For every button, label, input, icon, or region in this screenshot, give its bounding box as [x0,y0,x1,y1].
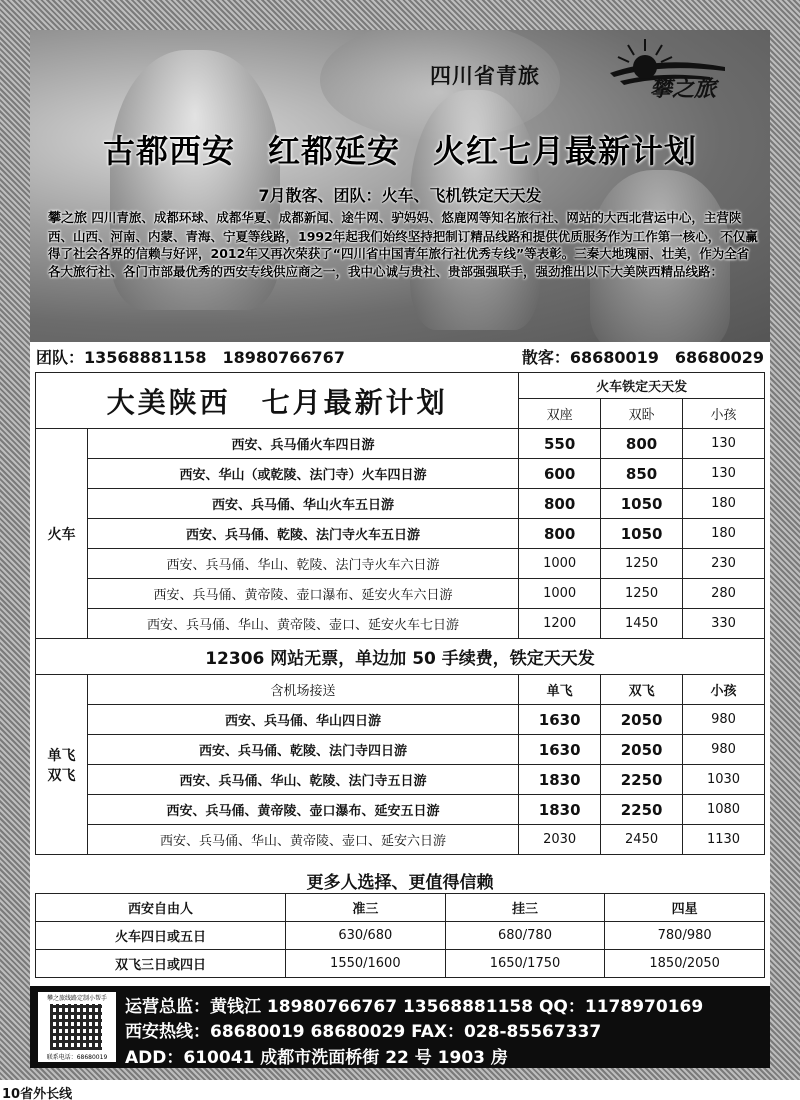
price-cell: 180 [683,489,765,519]
free-traveler-table [35,893,765,978]
team-phones: 团队：13568881158 18980766767 [36,347,345,367]
price-cell: 630/680 [286,922,446,950]
contact-footer [30,986,770,1068]
col-header: 单飞 [519,675,601,705]
price-cell: 1630 [519,705,601,735]
intro-body: 四川青旅、成都环球、成都华夏、成都新闻、途牛网、驴妈妈、悠鹿网等知名旅行社、网站的大西北营运中心，主营陕西、山西、河南、内蒙、青海、宁夏等线路，1992年起我们始终坚持把制订精品线路和提供优质服务作为工作第一核心，不仅赢得了社会各界的信赖与好评，2012年又再次荣获了“四川省中国青年旅行社优秀专线”等表彰。三秦大地瑰丽、壮美，作为全省各大旅行社、各门市部最优秀的西安专线供应商之一，我中心诚与贵社、贵部强强联手，强劲推出以下 [48,210,758,279]
price-cell: 680/780 [445,922,605,950]
price-cell: 1050 [601,489,683,519]
price-cell: 1050 [601,519,683,549]
price-cell: 2450 [601,825,683,855]
price-cell: 780/980 [605,922,765,950]
flight-route-header: 含机场接送 [87,675,518,705]
route-name: 西安、兵马俑、黄帝陵、壶口瀑布、延安五日游 [87,795,518,825]
route-name: 西安、兵马俑、华山、黄帝陵、壶口、延安火车七日游 [87,609,518,639]
qr-code-icon [50,1004,102,1050]
route-name: 西安、兵马俑、华山、乾陵、法门寺五日游 [87,765,518,795]
price-cell: 1130 [683,825,765,855]
col-header: 四星 [605,894,765,922]
route-name: 西安、兵马俑、华山四日游 [87,705,518,735]
qr-caption: 攀之旅线路定制小帮手 [46,995,107,1002]
route-name: 西安、兵马俑、华山火车五日游 [87,489,518,519]
price-cell: 980 [683,705,765,735]
director-contact: 运营总监：黄钱江 18980766767 13568881158 QQ：1178970169 [125,997,704,1017]
logo-text: 攀之旅 [650,76,717,102]
mode-label-flight: 单飞 双飞 [36,675,88,855]
intro-tail: 大美陕西精品线路： [610,263,724,279]
col-header: 双飞 [601,675,683,705]
price-cell: 2050 [601,705,683,735]
address: ADD：610041 成都市洗面桥街 22 号 1903 房 [125,1048,508,1068]
mode-label-train: 火车 [36,429,88,639]
route-name: 西安、兵马俑火车四日游 [87,429,518,459]
col-header: 双卧 [601,399,683,429]
price-cell: 280 [683,579,765,609]
headline: 古都西安 红都延安 火红七月最新计划 [102,132,697,170]
price-cell: 2250 [601,795,683,825]
price-cell: 1000 [519,579,601,609]
col-header: 挂三 [445,894,605,922]
price-cell: 600 [519,459,601,489]
price-cell: 180 [683,519,765,549]
price-cell: 130 [683,429,765,459]
subheadline: 7月散客、团队：火车、飞机铁定天天发 [258,186,542,205]
route-name: 西安、华山（或乾陵、法门寺）火车四日游 [87,459,518,489]
price-cell: 1080 [683,795,765,825]
package-name: 火车四日或五日 [36,922,286,950]
price-cell: 130 [683,459,765,489]
price-cell: 850 [601,459,683,489]
qr-caption: 联系电话：68680019 [46,1054,108,1061]
col-header: 小孩 [683,675,765,705]
page-label: 10省外长线 [2,1087,73,1100]
free-table-title: 更多人选择、更值得信赖 [306,873,494,893]
price-cell: 800 [601,429,683,459]
price-cell: 2030 [519,825,601,855]
train-group-header: 火车铁定天天发 [519,373,765,399]
price-cell: 1250 [601,549,683,579]
route-name: 西安、兵马俑、乾陵、法门寺火车五日游 [87,519,518,549]
price-cell: 1450 [601,609,683,639]
price-cell: 1630 [519,735,601,765]
price-cell: 1850/2050 [605,950,765,978]
contact-bar [30,342,770,370]
price-cell: 2050 [601,735,683,765]
col-header: 西安自由人 [36,894,286,922]
price-cell: 1030 [683,765,765,795]
price-cell: 1200 [519,609,601,639]
brand-name: 四川省青旅 [430,64,540,88]
train-notice: 12306 网站无票，单边加 50 手续费，铁定天天发 [36,639,765,675]
route-name: 西安、兵马俑、黄帝陵、壶口瀑布、延安火车六日游 [87,579,518,609]
price-cell: 800 [519,519,601,549]
col-header: 双座 [519,399,601,429]
intro-lead: 攀之旅 [48,211,88,226]
route-name: 西安、兵马俑、华山、黄帝陵、壶口、延安六日游 [87,825,518,855]
price-cell: 330 [683,609,765,639]
price-cell: 2250 [601,765,683,795]
price-cell: 1830 [519,795,601,825]
route-name: 西安、兵马俑、华山、乾陵、法门寺火车六日游 [87,549,518,579]
itinerary-table [35,372,765,855]
price-cell: 550 [519,429,601,459]
price-cell: 1830 [519,765,601,795]
col-header: 小孩 [683,399,765,429]
intro-paragraph [48,209,758,280]
individual-phones: 散客：68680019 68680029 [521,347,764,367]
package-name: 双飞三日或四日 [36,950,286,978]
qr-code[interactable] [38,992,116,1062]
price-cell: 1250 [601,579,683,609]
price-cell: 1000 [519,549,601,579]
col-header: 准三 [286,894,446,922]
price-cell: 800 [519,489,601,519]
table-title: 大美陕西 七月最新计划 [36,373,519,429]
price-cell: 1550/1600 [286,950,446,978]
price-cell: 980 [683,735,765,765]
price-cell: 1650/1750 [445,950,605,978]
xian-hotline: 西安热线：68680019 68680029 FAX：028-85567337 [125,1022,602,1042]
price-cell: 230 [683,549,765,579]
route-name: 西安、兵马俑、乾陵、法门寺四日游 [87,735,518,765]
